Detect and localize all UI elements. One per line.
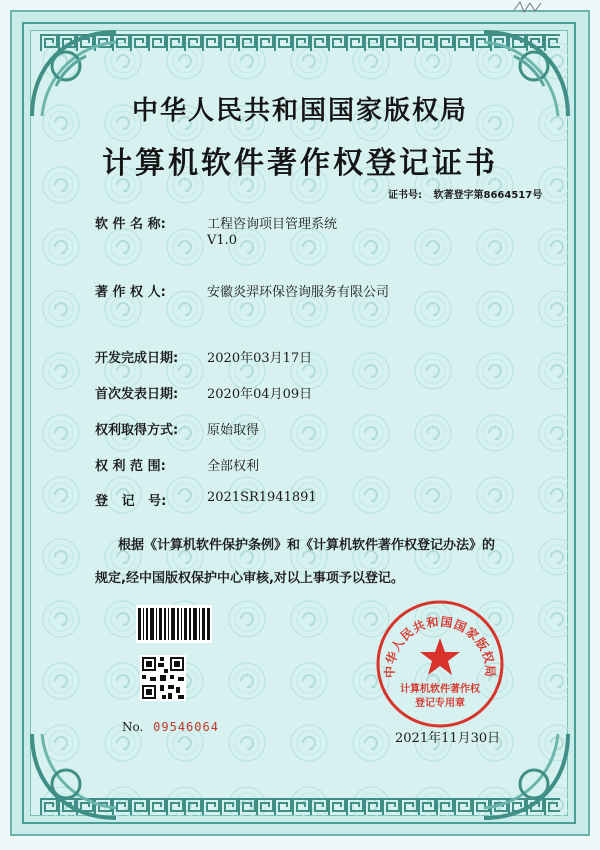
serial-number — [122, 720, 219, 734]
statement-line-2: 规定,经中国版权保护中心审核,对以上事项予以登记。 — [95, 571, 404, 586]
qr-code-icon — [140, 655, 186, 701]
field-label: 首次发表日期: — [95, 387, 179, 402]
corner-ornament-icon — [26, 728, 122, 824]
field-label: 著 作 权 人: — [95, 285, 166, 300]
document-title: 计算机软件著作权登记证书 — [102, 146, 498, 181]
issuing-authority: 中华人民共和国国家版权局 — [131, 96, 468, 126]
official-seal-icon — [374, 598, 506, 730]
seal-line-2: 登记专用章 — [415, 698, 465, 709]
field-value-version: V1.0 — [207, 233, 238, 248]
barcode-icon — [136, 605, 212, 643]
field-value: 2021SR1941891 — [207, 490, 317, 505]
certificate-number-label: 证书号: — [388, 190, 422, 201]
field-value: 全部权利 — [207, 459, 260, 474]
field-value: 工程咨询项目管理系统 — [207, 217, 338, 232]
field-label: 权 利 范 围: — [95, 459, 166, 474]
statement-line-1: 根据《计算机软件保护条例》和《计算机软件著作权登记办法》的 — [118, 538, 496, 553]
field-label: 权利取得方式: — [95, 423, 179, 438]
field-value: 原始取得 — [207, 423, 260, 438]
seal-ring-text: 中华人民共和国国家版权局 — [382, 614, 498, 679]
field-label: 开发完成日期: — [95, 351, 179, 366]
seal-line-1: 计算机软件著作权 — [400, 684, 480, 695]
serial-number-label: No. — [122, 720, 144, 734]
certificate-number-value: 软著登字第8664517号 — [433, 190, 543, 201]
field-value: 2020年04月09日 — [207, 387, 313, 402]
issue-date: 2021年11月30日 — [395, 731, 501, 746]
serial-number-value: 09546064 — [153, 720, 219, 734]
pen-mark-icon — [512, 0, 552, 14]
field-label: 登 记 号: — [95, 494, 167, 509]
field-label: 软 件 名 称: — [95, 217, 166, 232]
field-value: 安徽炎羿环保咨询服务有限公司 — [207, 285, 390, 300]
certificate-number — [388, 186, 542, 201]
field-value: 2020年03月17日 — [207, 351, 313, 366]
